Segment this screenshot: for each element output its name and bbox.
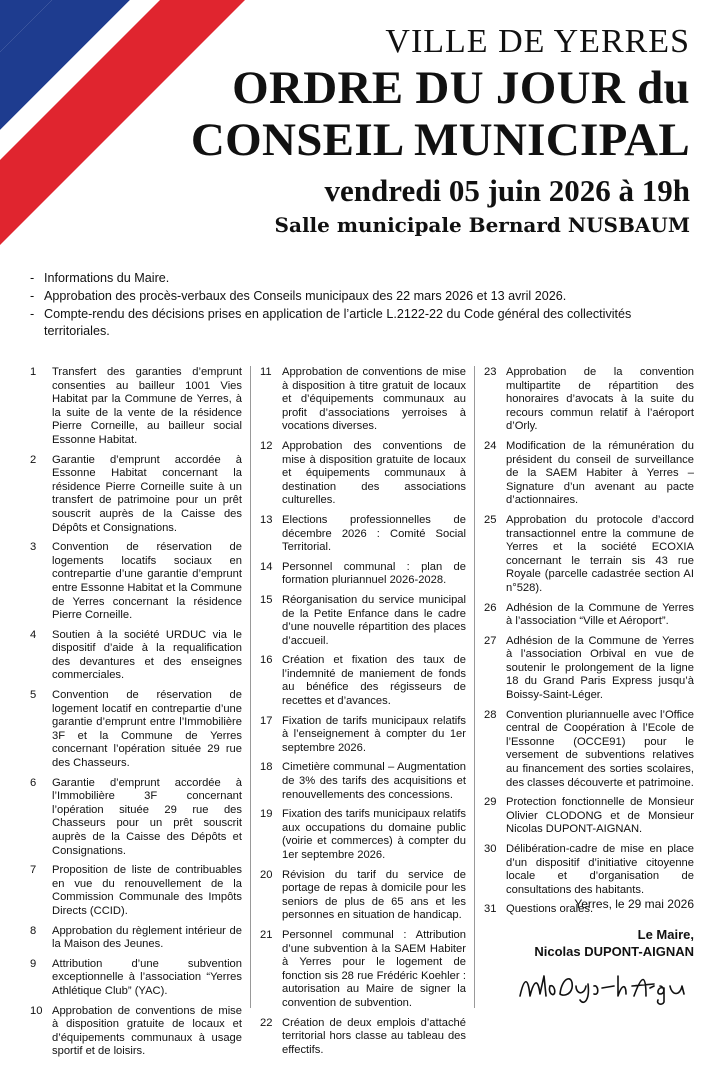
- agenda-item: 5 Convention de réservation de logement locatif en contrepartie d’une garantie d’emprunt entre l’Immobilière 3F et la Commune de Yerres concernant l’opération située 29 rue des Chasseurs.: [30, 689, 242, 770]
- agenda-item: 15 Réorganisation du service municipal de la Petite Enfance dans le cadre d’une nouvelle répartition des places d’accueil.: [260, 593, 466, 647]
- intro-item: - Approbation des procès-verbaux des Conseils municipaux des 22 mars 2026 et 13 avril 2026.: [30, 289, 567, 303]
- handwritten-signature: [514, 966, 694, 1006]
- agenda-item: 17 Fixation de tarifs municipaux relatifs à l’enseignement à compter du 1er septembre 2026.: [260, 714, 466, 754]
- meeting-date: vendredi 05 juin 2026 à 19h: [324, 173, 690, 208]
- agenda-item: 22 Création de deux emplois d’attaché territorial hors classe au tableau des effectifs.: [260, 1016, 466, 1056]
- agenda-item: 2 Garantie d’emprunt accordée à Essonne Habitat concernant la résidence Pierre Corneille suite à un transfert de patrimoine pour un prêt souscrit auprès de la Caisse des Dépôts et Consignations.: [30, 453, 242, 534]
- title-line-1: ORDRE DU JOUR du: [232, 62, 690, 114]
- agenda-item: 23 Approbation de la convention multipartite de répartition des honoraires d’avocats à la suite du recours commun relatif à l’aéroport d’Orly.: [484, 366, 694, 433]
- agenda-item: 7 Proposition de liste de contribuables en vue du renouvellement de la Commission Communale des Impôts Directs (CCID).: [30, 864, 242, 917]
- agenda-column-1: [30, 366, 242, 1065]
- document-header: [191, 22, 690, 240]
- agenda-item: 6 Garantie d’emprunt accordée à l’Immobilière 3F concernant l’opération située 29 rue des Chasseurs pour un prêt souscrit auprès de la Caisse des Dépôts et Consignations.: [30, 776, 242, 857]
- intro-list: [30, 270, 698, 341]
- agenda-column-3: [484, 366, 694, 923]
- city-name: VILLE DE YERRES: [385, 23, 690, 60]
- agenda-item: 12 Approbation des conventions de mise à disposition gratuite de locaux et équipements communaux à destination des associations culturelles.: [260, 439, 466, 507]
- agenda-item: 1 Transfert des garanties d’emprunt consenties au bailleur 1001 Vies Habitat par la Commune de Yerres, à la suite de la vente de la résidence Pierre Corneille, au bailleur social Essonne Habitat.: [30, 366, 242, 446]
- agenda-item: 9 Attribution d’une subvention exceptionnelle à l’association “Yerres Athlétique Club” (YAC).: [30, 957, 242, 997]
- agenda-item: 25 Approbation du protocole d’accord transactionnel entre la commune de Yerres et la société ECOXIA concernant le terrain sis 43 rue Royale (parcelle cadastrée section AI n°528).: [484, 513, 694, 594]
- meeting-venue: Salle municipale Bernard NUSBAUM: [274, 213, 690, 237]
- signature-block: [484, 896, 694, 960]
- mayor-name: Nicolas DUPONT-AIGNAN: [534, 944, 694, 959]
- intro-item: - Informations du Maire.: [30, 271, 170, 285]
- intro-item: - Compte-rendu des décisions prises en application de l’article L.2122-22 du Code général des collectivités territoriales.: [30, 307, 632, 338]
- agenda-item: 3 Convention de réservation de logements locatifs sociaux en contrepartie d’une garantie d’emprunt entre Essonne Habitat et la Commune de Yerres concernant la résidence Pierre Corneille.: [30, 541, 242, 622]
- agenda-column-2: [260, 366, 466, 1063]
- agenda-item: 28 Convention pluriannuelle avec l’Office central de Coopération à l’Ecole de l’Essonne (OCCE91) pour le versement de subventions relatives au financement des sorties scolaires, des classes découverte et patrimoine.: [484, 708, 694, 789]
- agenda-item: 16 Création et fixation des taux de l’indemnité de maniement de fonds au bénéfice des régisseurs de recettes et d’avances.: [260, 654, 466, 708]
- title-line-2: CONSEIL MUNICIPAL: [190, 114, 690, 166]
- agenda-item: 31 Questions orales.: [484, 903, 594, 916]
- agenda-item: 4 Soutien à la société URDUC via le dispositif d’aide à la requalification des devantures et des enseignes commerciales.: [30, 628, 242, 682]
- mayor-title: Le Maire,: [637, 927, 694, 942]
- agenda-item: 26 Adhésion de la Commune de Yerres à l’association “Ville et Aéroport”.: [484, 601, 694, 628]
- agenda-item: 24 Modification de la rémunération du président du conseil de surveillance de la SAEM Habiter à Yerres – Signature d’un avenant au pacte d’actionnaires.: [484, 439, 694, 507]
- place-and-date: Yerres, le 29 mai 2026: [574, 897, 694, 911]
- agenda-item: 13 Elections professionnelles de décembre 2026 : Comité Social Territorial.: [260, 513, 466, 554]
- agenda-item: 10 Approbation de conventions de mise à disposition gratuite de locaux et d’équipements communaux à usage sportif et de loisirs.: [30, 1004, 242, 1058]
- agenda-item: 29 Protection fonctionnelle de Monsieur Olivier CLODONG et de Monsieur Nicolas DUPONT-AIGNAN.: [484, 796, 694, 836]
- agenda-item: 18 Cimetière communal – Augmentation de 3% des tarifs des acquisitions et renouvellements des concessions.: [260, 761, 466, 801]
- agenda-item: 8 Approbation du règlement intérieur de la Maison des Jeunes.: [30, 924, 242, 951]
- agenda-item: 14 Personnel communal : plan de formation pluriannuel 2026-2028.: [260, 560, 466, 587]
- agenda-item: 30 Délibération-cadre de mise en place d’un dispositif d’initiative citoyenne locale et d’organisation de consultations des habitants.: [484, 843, 694, 896]
- agenda-item: 11 Approbation de conventions de mise à disposition à titre gratuit de locaux et d’équipements communaux au profit d’associations yerroises à vocations diverses.: [260, 366, 466, 433]
- agenda-item: 20 Révision du tarif du service de portage de repas à domicile pour les seniors de plus de 65 ans et les personnes en situation de handicap.: [260, 868, 466, 922]
- agenda-item: 19 Fixation des tarifs municipaux relatifs aux occupations du domaine public (voirie et commerces) à compter du 1er septembre 2026.: [260, 808, 466, 861]
- agenda-item: 21 Personnel communal : Attribution d’une subvention à la SAEM Habiter à Yerres pour le logement de fonction sis 28 rue Frédéric Koehler : autorisation au Maire de signer la convention de subvention.: [260, 928, 466, 1009]
- column-divider: [474, 366, 475, 1008]
- agenda-item: 27 Adhésion de la Commune de Yerres à l’association Orbival en vue de soutenir le prolongement de la ligne 18 du Grand Paris Express jusqu’à Boissy-Saint-Léger.: [484, 634, 694, 702]
- column-divider: [250, 366, 251, 1008]
